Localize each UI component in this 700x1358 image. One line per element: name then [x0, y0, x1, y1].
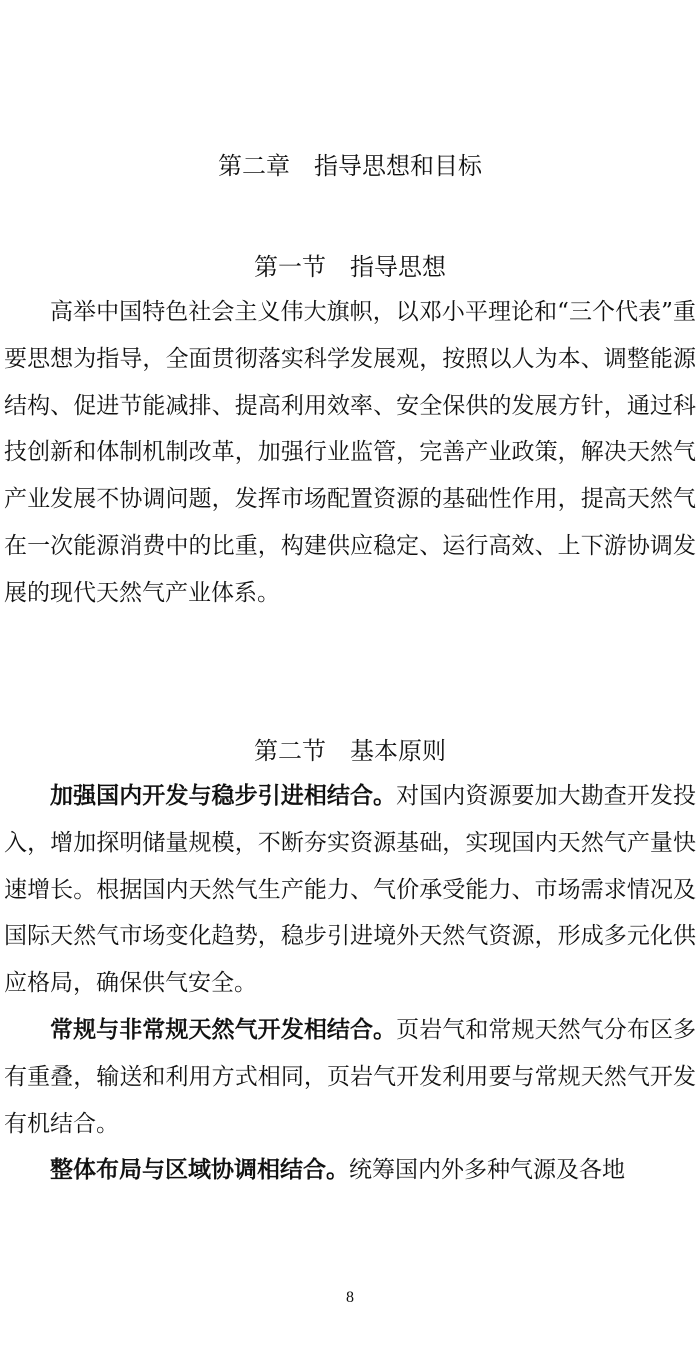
principle-lead: 常规与非常规天然气开发相结合。 — [50, 1016, 397, 1043]
principle-lead: 整体布局与区域协调相结合。 — [50, 1156, 349, 1183]
section-title-guiding-ideology: 第一节 指导思想 — [254, 253, 446, 281]
principle-lead: 加强国内开发与稳步引进相结合。 — [50, 782, 397, 809]
principle-paragraph — [4, 1147, 696, 1194]
principle-paragraph — [4, 773, 696, 1007]
section-title-basic-principles: 第二节 基本原则 — [254, 737, 446, 765]
chapter-title: 第二章 指导思想和目标 — [218, 152, 482, 180]
page-number: 8 — [346, 1289, 354, 1306]
guiding-ideology-paragraph: 高举中国特色社会主义伟大旗帜，以邓小平理论和“三个代表”重要思想为指导，全面贯彻落实科学发展观，按照以人为本、调整能源结构、促进节能减排、提高利用效率、安全保供的发展方针，通过科技创新和体制机制改革，加强行业监管，完善产业政策，解决天然气产业发展不协调问题，发挥市场配置资源的基础性作用，提高天然气在一次能源消费中的比重，构建供应稳定、运行高效、上下游协调发展的现代天然气产业体系。 — [4, 299, 696, 606]
principle-text: 页岩气和常规天然气分布区多有重叠，输送和利用方式相同，页岩气开发利用要与常规天然气开发有机结合。 — [4, 1017, 697, 1137]
principle-text: 对国内资源要加大勘查开发投入，增加探明储量规模，不断夯实资源基础，实现国内天然气产量快速增长。根据国内天然气生产能力、气价承受能力、市场需求情况及国际天然气市场变化趋势，稳步引进境外天然气资源，形成多元化供应格局，确保供气安全。 — [4, 783, 697, 997]
principle-text: 统筹国内外多种气源及各地 — [349, 1157, 625, 1183]
principle-paragraph — [4, 1007, 696, 1147]
